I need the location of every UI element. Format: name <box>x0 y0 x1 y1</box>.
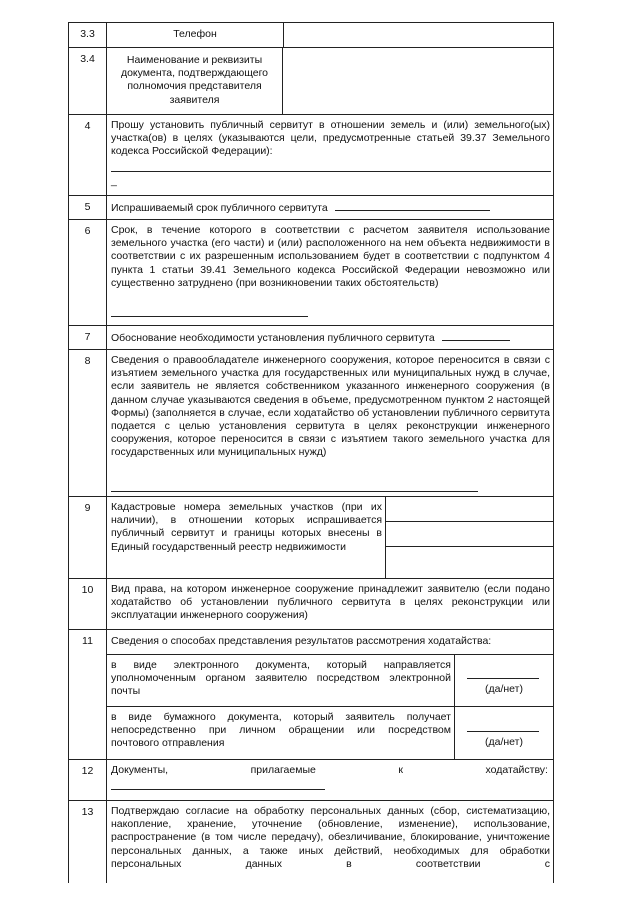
cadastral-numbers-label: Кадастровые номера земельных участков (при их наличии), в отношении которых испрашивается публичный сервитут и границы которых внесены в Единый государственный реестр недвижимости <box>107 497 386 578</box>
row-number: 13 <box>69 801 107 883</box>
owner-info-text: Сведения о правообладателе инженерного сооружения, которое переносится в связи с изъятием земельного участка для государственных или муниципальных нужд в случае, если заявитель не является собственником указанного инженерного сооружения (в данном случае указываются сведения в объеме, предусмотренном пунктом 2 настоящей Формы) (заполняется в случае, если ходатайство об установлении публичного сервитута подается с целью установления сервитута в целях реконструкции инженерного сооружения, которое переносится в связи с изъятием такого земельного участка для государственных или муниципальных нужд) <box>111 354 550 459</box>
option-paper-label: в виде бумажного документа, который заявитель получает непосредственно при личном обращении или посредством почтового отправления <box>107 707 455 760</box>
row-11 <box>68 629 554 759</box>
option-electronic <box>107 654 553 706</box>
servitude-term-label: Испрашиваемый срок публичного сервитута <box>111 202 328 214</box>
servitude-purpose-text: Прошу установить публичный сервитут в отношении земель и (или) земельного(ых) участка(ов) в целях (указываются цели, предусмотренные статьей 39.37 Земельного кодекса Российской Федерации): <box>111 119 550 158</box>
option-paper <box>107 706 553 760</box>
row-number: 6 <box>69 220 107 325</box>
justification-label: Обоснование необходимости установления публичного сервитута <box>111 332 435 344</box>
row-3-4 <box>68 47 554 114</box>
row-number: 3.4 <box>69 48 107 114</box>
impossibility-period-text: Срок, в течение которого в соответствии с расчетом заявителя использование земельного участка (его части) и (или) расположенного на нем объекта недвижимости в соответствии с их разрешенным использованием будет в соответствии с подпунктом 4 пункта 1 статьи 39.41 Земельного кодекса Российской Федерации невозможно или существенно затруднено (при возникновении таких обстоятельств) <box>111 224 550 289</box>
servitude-purpose-input-line[interactable] <box>111 171 551 172</box>
option-paper-answer[interactable] <box>455 707 553 760</box>
row-number: 5 <box>69 196 107 219</box>
row-number: 3.3 <box>69 23 107 47</box>
row-4 <box>68 114 554 195</box>
row-5 <box>68 195 554 219</box>
row-3-3 <box>68 22 554 47</box>
word: прилагаемые <box>250 764 316 776</box>
yes-no-hint: (да/нет) <box>485 736 523 748</box>
row-number: 12 <box>69 760 107 800</box>
row-7 <box>68 325 554 349</box>
row-number: 11 <box>69 630 107 759</box>
yes-no-hint: (да/нет) <box>485 683 523 695</box>
word: ходатайству: <box>485 764 548 776</box>
servitude-purpose-tail: _ <box>111 175 117 187</box>
row-12 <box>68 759 554 800</box>
row-9 <box>68 496 554 578</box>
cadastral-number-field-3[interactable] <box>386 546 553 579</box>
word: Документы, <box>111 764 169 776</box>
row-6 <box>68 219 554 325</box>
justification-input[interactable] <box>442 330 510 341</box>
row-8 <box>68 349 554 496</box>
answer-line <box>467 731 539 732</box>
consent-text: Подтверждаю согласие на обработку персональных данных (сбор, систематизацию, накопление, хранение, уточнение (обновление, изменение), использование, распространение (в том числе передачу), обезличивание, блокирование, уничтожение персональных данных, а также иных действий, необходимых для обработки персональных данных в соответствии с <box>111 805 550 870</box>
phone-field[interactable] <box>284 23 553 47</box>
delivery-methods-label: Сведения о способах представления результатов рассмотрения ходатайства: <box>111 635 492 647</box>
word: к <box>398 764 403 776</box>
attached-documents-label <box>111 764 550 777</box>
authority-document-label: Наименование и реквизиты документа, подтверждающего полномочия представителя заявителя <box>107 48 283 114</box>
owner-info-input-line[interactable] <box>111 491 478 492</box>
phone-label: Телефон <box>107 23 284 47</box>
row-number: 8 <box>69 350 107 496</box>
answer-line <box>467 678 539 679</box>
authority-document-field[interactable] <box>284 48 553 114</box>
row-10 <box>68 578 554 629</box>
servitude-term-input[interactable] <box>335 200 490 211</box>
right-type-text: Вид права, на котором инженерное сооружение принадлежит заявителю (если подано ходатайство об установлении публичного сервитута в целях реконструкции или эксплуатации инженерного сооружения) <box>111 583 550 622</box>
option-electronic-label: в виде электронного документа, который направляется уполномоченным органом заявителю посредством электронной почты <box>107 655 455 706</box>
impossibility-period-input-line[interactable] <box>111 316 308 317</box>
cadastral-number-field-1[interactable] <box>386 497 553 521</box>
cadastral-number-field-2[interactable] <box>386 521 553 546</box>
row-13 <box>68 800 554 883</box>
row-number: 7 <box>69 326 107 349</box>
row-number: 10 <box>69 579 107 629</box>
option-electronic-answer[interactable] <box>455 655 553 706</box>
row-number: 9 <box>69 497 107 578</box>
attached-documents-input-line[interactable] <box>111 789 325 790</box>
row-number: 4 <box>69 115 107 195</box>
